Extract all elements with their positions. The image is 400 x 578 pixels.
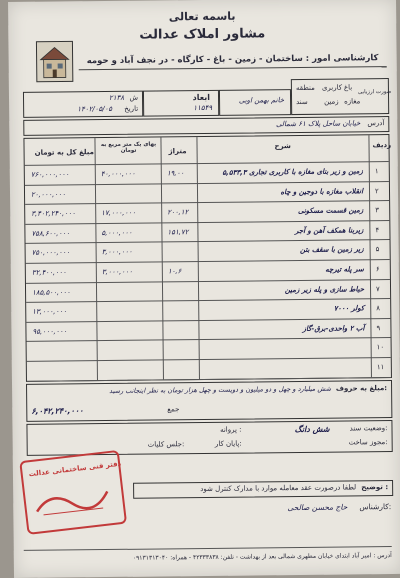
col-unit-price-header: بهای یک متر مربع به تومان xyxy=(100,141,157,154)
deed-number: ۱۱۵۴۹ xyxy=(193,103,213,113)
appraisal-document xyxy=(8,0,400,578)
words-value: شش میلیارد و چهل و دو میلیون و دویست و چهل هزار تومان به نظر اینجانب رسید xyxy=(109,384,332,395)
expert-name: حاج محسن صالحی xyxy=(287,502,348,513)
table-cell-desc: زمین قسمت مسکونی xyxy=(297,206,364,216)
table-cell-n: ۸ xyxy=(376,304,381,313)
row-divider xyxy=(26,279,390,284)
construction-label: مجوز ساخت: xyxy=(348,438,388,447)
dimensions-value: ابعاد xyxy=(192,92,211,103)
row-divider xyxy=(26,239,390,244)
col-row-header: ردیف xyxy=(372,141,392,150)
status-box xyxy=(26,420,392,456)
inspections-label: جلس کلیات: xyxy=(147,440,185,449)
header-divider xyxy=(79,66,387,70)
table-cell-unit: ۵,۰۰۰,۰۰۰ xyxy=(101,228,133,237)
location-label: سند xyxy=(296,97,308,107)
row-divider xyxy=(27,337,391,342)
table-cell-desc: زمین و زیر بنای مغازه با کاربری تجاری ۵,۵۳۳,۳ xyxy=(222,167,363,177)
situation-label: وضعیت سند: xyxy=(349,424,388,433)
location-label: صورت ارزیابی xyxy=(357,89,392,96)
location-label: کاربری xyxy=(321,83,343,92)
table-cell-n: ۵ xyxy=(375,245,380,254)
table-cell-unit: ۳,۰۰۰,۰۰۰ xyxy=(101,248,133,257)
table-cell-total: ۲۰,۰۰۰,۰۰۰ xyxy=(30,190,66,199)
table-cell-total: ۷۵۰,۰۰۰,۰۰۰ xyxy=(31,248,70,258)
info-box-dimensions xyxy=(143,90,219,117)
row-divider xyxy=(26,318,390,323)
table-cell-n: ۱ xyxy=(374,167,379,176)
table-cell-desc: زیربنا همکف آهن و آجر xyxy=(294,226,364,235)
address-box xyxy=(23,116,389,136)
note-box xyxy=(133,480,393,499)
table-cell-total: ۷۶۰,۰۰۰,۰۰۰ xyxy=(30,170,70,179)
sum-box xyxy=(26,380,392,422)
stamp-text: دفتر فنی ساختمانی عدالت xyxy=(28,459,122,479)
table-cell-total: ۱۸۵,۵۰۰,۰۰۰ xyxy=(32,287,71,297)
owner-name: خانم بهمن اوبی xyxy=(238,96,285,105)
table-cell-unit: ۳,۰۰۰,۰۰۰ xyxy=(101,267,133,277)
table-cell-total: ۷۵۸,۶۰۰,۰۰۰ xyxy=(31,229,70,238)
row-divider xyxy=(25,220,389,225)
table-cell-total: ۹۵,۰۰۰,۰۰۰ xyxy=(32,327,68,336)
agency-stamp xyxy=(19,450,127,535)
words-label: مبلغ به حروف: xyxy=(335,384,388,393)
table-cell-total: ۱۳,۰۰۰,۰۰۰ xyxy=(32,307,67,316)
table-cell-n: ۷ xyxy=(375,284,380,293)
agency-name: مشاور املاک عدالت xyxy=(139,26,266,43)
table-cell-area: ۱۹,۰۰ xyxy=(166,169,185,178)
table-cell-total: ۳۲,۴۰۰,۰۰۰ xyxy=(31,268,67,277)
footer-divider xyxy=(24,546,392,551)
table-cell-desc: سر پله تیرچه xyxy=(325,265,364,274)
table-cell-n: ۱۰ xyxy=(376,343,385,352)
info-box-location xyxy=(291,78,392,115)
table-cell-n: ۶ xyxy=(375,265,380,274)
table-cell-desc: آب ۲ واحدی-برق-گاز xyxy=(302,324,365,333)
table-cell-desc: انقلاب مغازه با دوجین و چاه xyxy=(280,186,364,196)
row-divider xyxy=(27,357,391,362)
table-cell-n: ۲ xyxy=(374,186,379,195)
sum-label: جمع xyxy=(167,405,180,414)
row-divider xyxy=(26,259,390,264)
no-label: ش xyxy=(129,93,139,102)
table-cell-desc: زیر زمین با سقف بتن xyxy=(299,245,364,255)
col-total-header: مبلغ کل به تومان xyxy=(34,148,94,157)
row-divider xyxy=(26,298,390,303)
no-value: ۲۱۳۸ xyxy=(108,93,125,102)
table-cell-desc: کولر ۷۰۰۰ xyxy=(333,304,365,313)
table-cell-area: ۱۰,۶ xyxy=(167,267,182,276)
services-text: کارشناسی امور : ساختمان - زمین - باغ - کارگاه - در نجف آباد و حومه xyxy=(86,53,379,67)
info-box-date xyxy=(23,91,143,118)
completion-label: پایان کار: xyxy=(214,439,242,448)
share-value: شش دانگ xyxy=(294,424,330,435)
location-label: باغ xyxy=(343,83,353,92)
row-divider xyxy=(25,200,389,205)
invocation-text: باسمه تعالی xyxy=(168,9,236,24)
valuation-table xyxy=(23,134,392,382)
location-label: منطقه xyxy=(295,83,315,93)
permit-label: پروانه : xyxy=(220,425,242,434)
stamp-mark-icon xyxy=(30,477,113,520)
house-logo-icon xyxy=(34,39,74,83)
address-label: آدرس xyxy=(367,119,385,128)
col-desc-header: شرح xyxy=(274,142,291,151)
expert-label: کارشناس: xyxy=(359,502,392,512)
table-cell-n: ۴ xyxy=(375,225,380,234)
note-label: توضیح : xyxy=(361,483,389,492)
note-value: لطفا درصورت عقد معامله موارد با مدارک کنترل شود xyxy=(200,483,357,494)
info-box-owner xyxy=(219,89,291,116)
sum-value: ۶,۰۴۲,۲۴۰,۰۰۰ xyxy=(31,406,84,416)
location-label: زمین xyxy=(324,97,339,106)
table-cell-n: ۱۱ xyxy=(376,363,385,372)
table-cell-desc: حیاط سازی و پله زیر زمین xyxy=(284,284,365,294)
table-cell-area: ۲۰۰,۱۲ xyxy=(167,208,189,217)
date-value: ۱۴۰۲/۰۵/۰۵ xyxy=(77,104,113,114)
table-cell-n: ۹ xyxy=(376,323,381,332)
col-area-header: متراژ xyxy=(168,147,187,156)
row-divider xyxy=(25,181,389,186)
table-cell-area: ۱۵۱,۷۲ xyxy=(167,227,189,237)
table-cell-unit: ۴۰,۰۰۰,۰۰۰ xyxy=(100,169,136,179)
footer-address: آدرس : امیر آباد ابتدای خیابان مطهری شمالی بعد از بهداشت - تلفن: ۴۲۳۳۳۸۳۸ - همراه: ۰۹۱۳۱۳۱۳۰۴۰ xyxy=(132,552,392,562)
address-value: خیابان ساحل پلاک ۶۱ شمالی xyxy=(275,119,361,129)
table-cell-unit: ۱۷,۰۰۰,۰۰۰ xyxy=(101,208,136,218)
location-label: مغازه xyxy=(344,97,361,106)
table-cell-total: ۳,۴۰۲,۲۴۰,۰۰۰ xyxy=(31,209,76,218)
date-label: تاریخ xyxy=(124,104,139,113)
table-cell-n: ۳ xyxy=(375,206,380,215)
